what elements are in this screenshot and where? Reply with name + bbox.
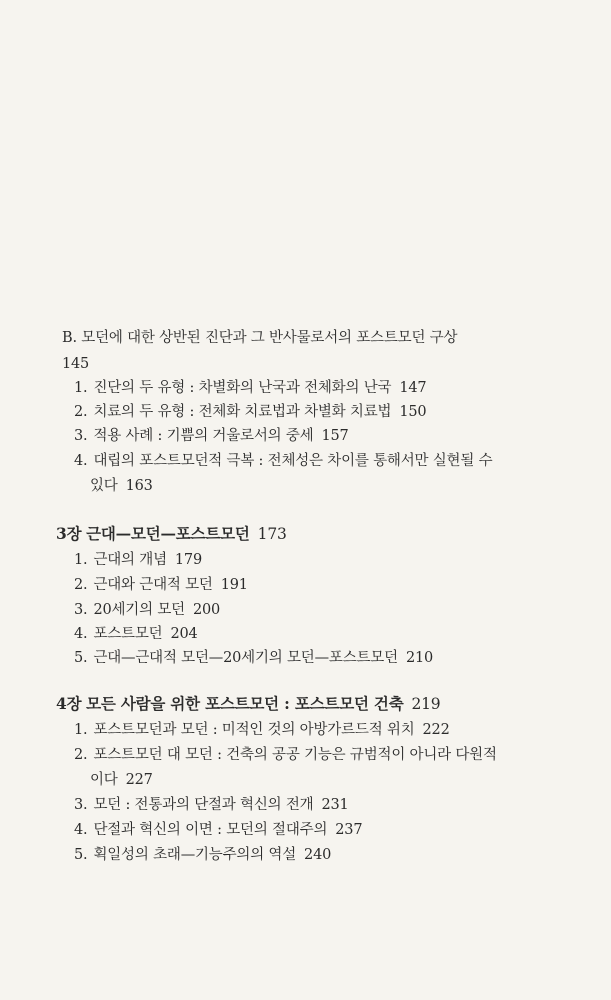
entry-title: 획일성의 초래—기능주의의 역설 [93, 847, 297, 863]
entry-title-continuation: 있다 [90, 478, 118, 494]
chapter-3-heading [56, 524, 287, 544]
toc-entry [74, 600, 220, 620]
entry-title: 단절과 혁신의 이면 : 모던의 절대주의 [93, 822, 328, 838]
chapter-label: 3장 [56, 524, 82, 543]
entry-page: 150 [399, 404, 427, 420]
toc-entry [74, 720, 450, 740]
toc-entry [74, 795, 349, 815]
entry-title: 진단의 두 유형 : 차별화의 난국과 전체화의 난국 [93, 380, 392, 396]
entry-page: 204 [170, 626, 198, 642]
toc-entry [74, 820, 362, 840]
entry-page: 222 [422, 722, 450, 738]
section-b-title [62, 328, 457, 348]
toc-entry [74, 550, 202, 570]
entry-title: 근대—근대적 모던—20세기의 모던—포스트모던 [93, 650, 398, 666]
section-b-page [62, 354, 89, 374]
entry-page: 191 [220, 577, 248, 593]
entry-page: 200 [192, 602, 221, 618]
entry-page: 179 [174, 552, 202, 568]
entry-title: 대립의 포스트모던적 극복 : 전체성은 차이를 통해서만 실현될 수 [93, 453, 493, 469]
toc-entry-continuation [90, 770, 153, 790]
entry-number: 1. [74, 552, 88, 568]
entry-number: 1. [74, 380, 88, 396]
entry-number: 3. [74, 602, 88, 618]
entry-page: 237 [335, 822, 363, 838]
entry-title: 근대의 개념 [93, 552, 167, 568]
entry-title: 20세기의 모던 [93, 602, 185, 618]
chapter-page: 219 [411, 695, 441, 713]
toc-entry-continuation [90, 476, 153, 496]
chapter-title: 근대—모던—포스트모던 [86, 524, 250, 543]
entry-page: 240 [304, 847, 332, 863]
toc-entry [74, 648, 433, 668]
entry-number: 4. [74, 453, 88, 469]
entry-page: 147 [399, 380, 427, 396]
entry-number: 5. [74, 650, 88, 666]
entry-number: 1. [74, 722, 88, 738]
chapter-label: 4장 [56, 694, 82, 713]
entry-page: 163 [125, 478, 153, 494]
entry-number: 3. [74, 797, 88, 813]
entry-title: 포스트모던 대 모던 : 건축의 공공 기능은 규범적이 아니라 다원적 [93, 747, 497, 763]
entry-number: 3. [74, 428, 88, 444]
toc-entry [74, 451, 492, 471]
section-b-title-text: B. 모던에 대한 상반된 진단과 그 반사물로서의 포스트모던 구상 [62, 330, 458, 346]
toc-entry [74, 624, 198, 644]
entry-number: 4. [74, 822, 88, 838]
entry-number: 5. [74, 847, 88, 863]
toc-entry [74, 426, 349, 446]
entry-page: 227 [125, 772, 153, 788]
entry-number: 2. [74, 747, 88, 763]
entry-title: 포스트모던 [93, 626, 163, 642]
toc-entry [74, 745, 497, 765]
entry-title: 포스트모던과 모던 : 미적인 것의 아방가르드적 위치 [93, 722, 415, 738]
entry-title-continuation: 이다 [90, 772, 118, 788]
toc-entry [74, 378, 426, 398]
toc-entry [74, 402, 426, 422]
toc-entry [74, 575, 248, 595]
entry-number: 4. [74, 626, 88, 642]
entry-title: 치료의 두 유형 : 전체화 치료법과 차별화 치료법 [93, 404, 392, 420]
entry-page: 231 [321, 797, 349, 813]
chapter-title: 모든 사람을 위한 포스트모던 : 포스트모던 건축 [86, 694, 404, 713]
entry-number: 2. [74, 577, 88, 593]
entry-title: 적용 사례 : 기쁨의 거울로서의 중세 [93, 428, 314, 444]
chapter-4-heading [56, 694, 440, 714]
entry-title: 근대와 근대적 모던 [93, 577, 213, 593]
entry-number: 2. [74, 404, 88, 420]
entry-page: 210 [405, 650, 434, 666]
section-b-page-number: 145 [62, 356, 90, 372]
chapter-page: 173 [257, 525, 287, 543]
toc-entry [74, 845, 331, 865]
entry-page: 157 [321, 428, 349, 444]
entry-title: 모던 : 전통과의 단절과 혁신의 전개 [93, 797, 314, 813]
